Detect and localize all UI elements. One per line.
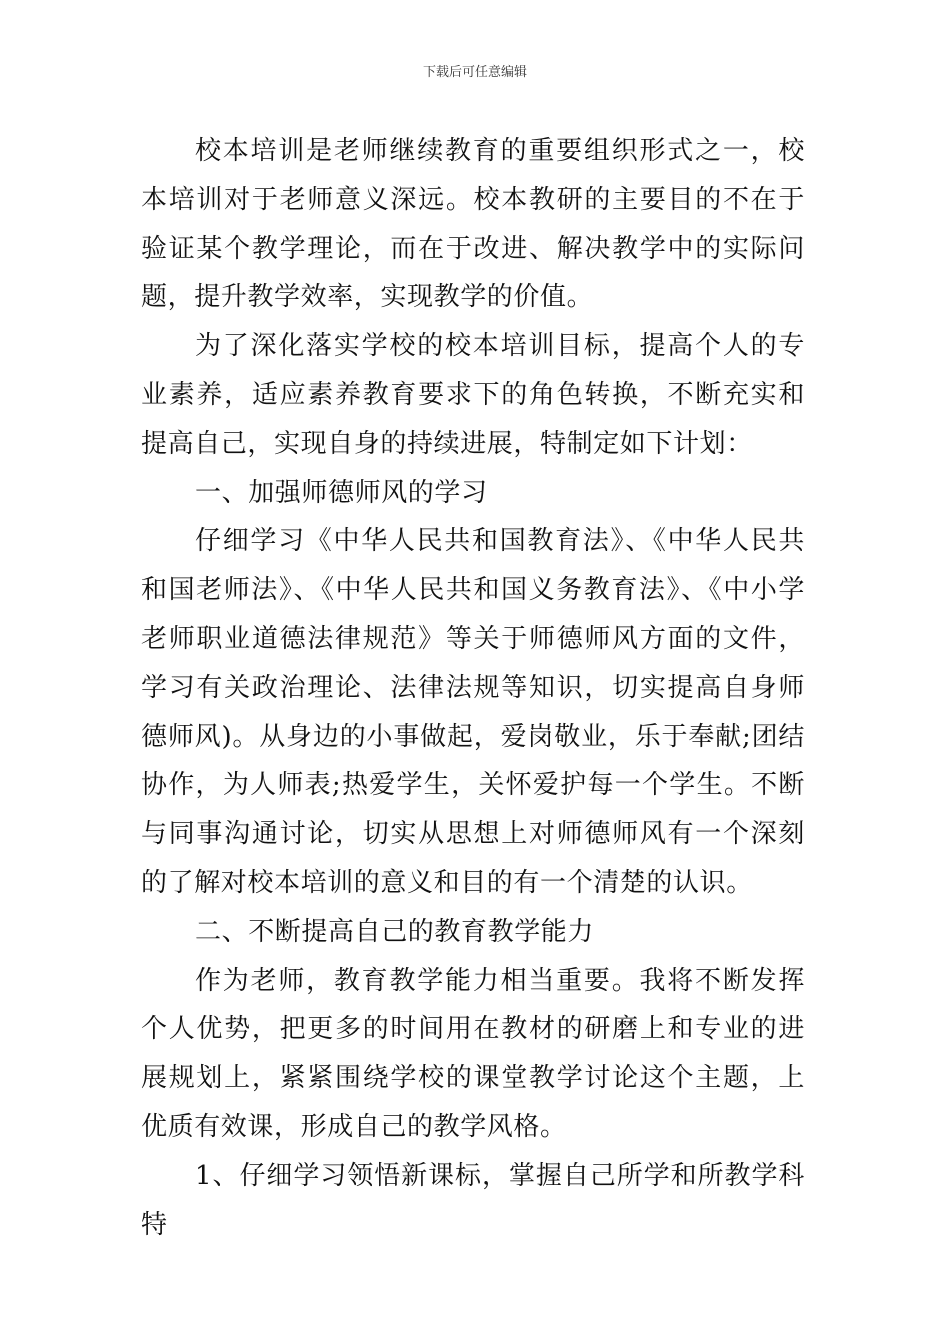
page-header: 下载后可任意编辑 [422,65,527,80]
section-heading-1: 一、加强师德师风的学习 [195,477,488,508]
paragraph-purpose: 为了深化落实学校的校本培训目标，提高个人的专业素养，适应素养教育要求下的角色转换，不断充实和提高自己，实现自身的持续进展，特制定如下计划： [141,331,805,459]
list-item-1: 1、仔细学习领悟新课标，掌握自己所学和所教学科特 [141,1160,805,1240]
paragraph-intro: 校本培训是老师继续教育的重要组织形式之一，校本培训对于老师意义深远。校本教研的主要目的不在于验证某个教学理论，而在于改进、解决教学中的实际问题，提升教学效率，实现教学的价值。 [141,136,805,313]
section-heading-2: 二、不断提高自己的教育教学能力 [195,916,595,947]
paragraph-ability: 作为老师，教育教学能力相当重要。我将不断发挥个人优势，把更多的时间用在教材的研磨上和专业的进展规划上，紧紧围绕学校的课堂教学讨论这个主题，上优质有效课，形成自己的教学风格。 [141,965,805,1142]
paragraph-ethics: 仔细学习《中华人民共和国教育法》、《中华人民共和国老师法》、《中华人民共和国义务教育法》、《中小学老师职业道德法律规范》等关于师德师风方面的文件，学习有关政治理论、法律法规等知识，切实提高自身师德师风)。从身边的小事做起，爱岗敬业，乐于奉献;团结协作，为人师表;热爱学生，关怀爱护每一个学生。不断与同事沟通讨论，切实从思想上对师德师风有一个深刻的了解对校本培训的意义和目的有一个清楚的认识。 [141,526,805,898]
document-body [141,127,805,1249]
